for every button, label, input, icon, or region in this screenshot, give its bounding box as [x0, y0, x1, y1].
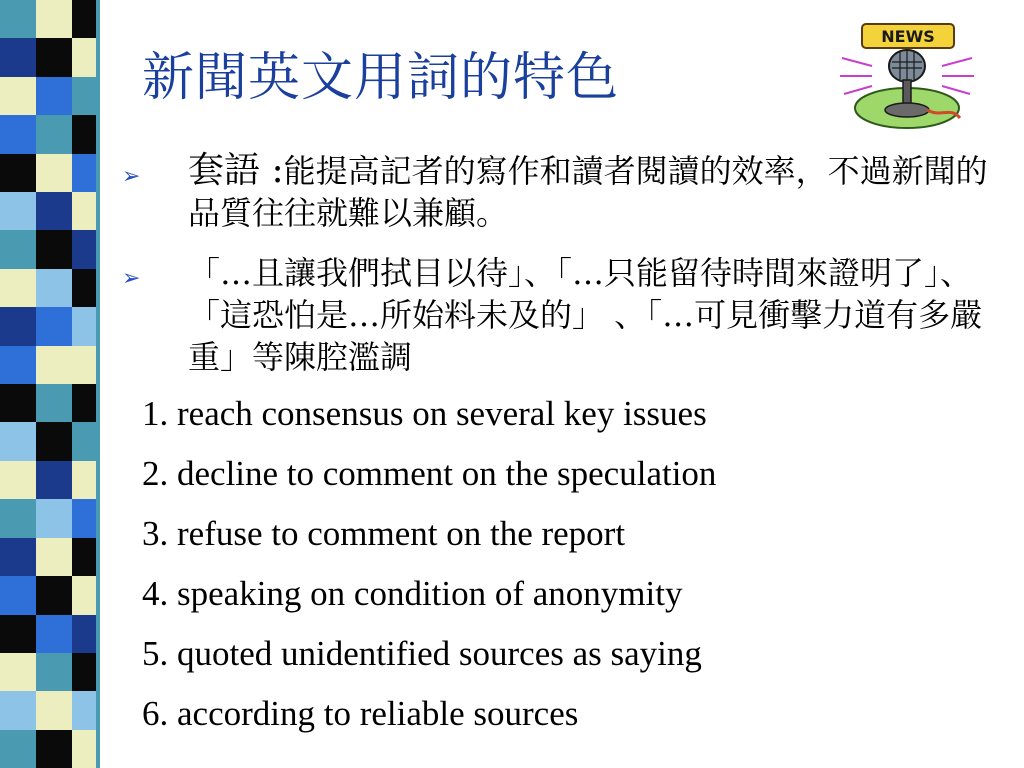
- news-label: NEWS: [881, 27, 935, 46]
- list-item: 4. speaking on condition of anonymity: [142, 574, 683, 613]
- list-item: 3. refuse to comment on the report: [142, 514, 626, 553]
- slide-title: 新聞英文用詞的特色: [142, 48, 620, 108]
- stripe-column-1: [0, 0, 36, 768]
- stripe-column-3: [72, 0, 96, 768]
- bullet-list: [116, 150, 1006, 396]
- list-item: 1. reach consensus on several key issues: [142, 394, 707, 433]
- stripe-edge-line: [96, 0, 100, 768]
- list-item: 5. quoted unidentified sources as saying: [142, 634, 702, 673]
- bullet-text: 「…且讓我們拭目以待」、「…只能留待時間來證明了」、「這恐怕是…所始料未及的」 、「…可見衝擊力道有多嚴重」等陳腔濫調: [188, 254, 983, 376]
- bullet-item-1: [116, 150, 1006, 234]
- arrow-bullet-icon: ➢: [122, 164, 141, 189]
- stripe-column-2: [36, 0, 72, 768]
- bullet-lead: 套語 :: [188, 150, 284, 191]
- decorative-stripe-band: [0, 0, 130, 768]
- bullet-item-2: [116, 252, 1006, 378]
- phrase-list: [142, 390, 1002, 750]
- arrow-bullet-icon: ➢: [122, 266, 141, 291]
- news-microphone-icon: [832, 18, 982, 136]
- list-item: 6. according to reliable sources: [142, 694, 579, 733]
- bullet-text: 能提高記者的寫作和讀者閱讀的效率，不過新聞的品質往往就難以兼顧。: [188, 152, 988, 232]
- list-item: 2. decline to comment on the speculation: [142, 454, 717, 493]
